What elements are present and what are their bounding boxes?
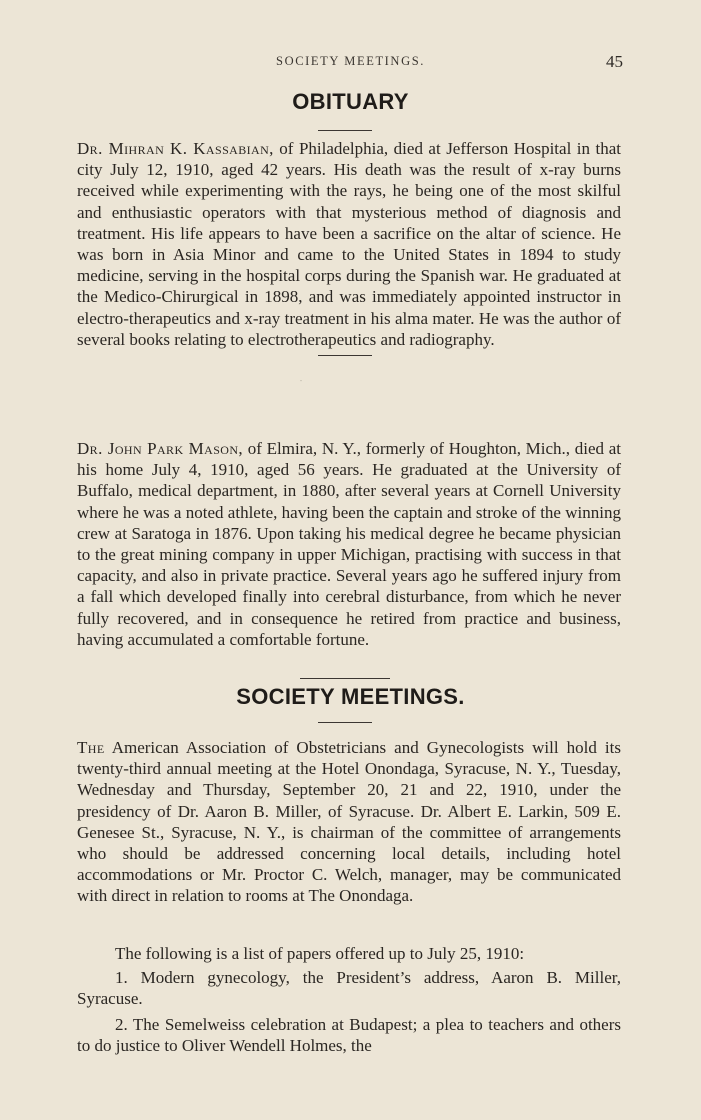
rule-under-society-meetings [318,722,372,723]
running-head: SOCIETY MEETINGS. [276,54,425,68]
obituary-heading: OBITUARY [292,89,409,114]
rule-under-obituary [318,130,372,131]
paper-item: 2. The Semelweiss celebration at Budapest; a plea to teachers and others to do justice to Oliver Wendell Holmes, the [77,1015,621,1056]
deceased-name: Dr. John Park Mason, [77,439,244,458]
papers-list-intro: The following is a list of papers offered up to July 25, 1910: [115,944,525,963]
page-number: 45 [606,52,623,71]
announcement-text: American Association of Obstetricians and Gynecologists will hold its twenty-third annual meeting at the Hotel Onondaga, Syracuse, N. Y., Tuesday, Wednesday and Thursday, September 20, 21 and 22, 1910, under the presidency of Dr. Aaron B. Miller, of Syracuse. Dr. Albert E. Larkin, 509 E. Genesee St., Syracuse, N. Y., is chairman of the committee of arrangements who should be addressed concerning local details, including hotel accommodations or Mr. Proctor C. Welch, manager, may be communicated with direct in relation to rooms at The Onondaga. [77,738,621,906]
society-meetings-heading: SOCIETY MEETINGS. [236,684,465,709]
lead-word: The [77,738,105,757]
paper-item: 1. Modern gynecology, the President’s address, Aaron B. Miller, Syracuse. [77,968,621,1009]
rule-above-society-meetings [300,678,390,679]
obituary-text: of Elmira, N. Y., formerly of Houghton, Mich., died at his home July 4, 1910, aged 56 years. He graduated at the University of Buffalo, medical department, in 1880, after several years at Cornell University where he was a noted athlete, having been the captain and stroke of the winning crew at Saratoga in 1876. Upon taking his medical degree he became physician to the great mining company in upper Michigan, practising with success in that capacity, and also in private practice. Several years ago he suffered injury from a fall which developed finally into cerebral disturbance, from which he never fully recovered, and in consequence he retired from practice and business, having accumulated a comfortable fortune. [77,439,621,649]
deceased-name: Dr. Mihran K. Kassabian, [77,139,274,158]
rule-between-obituaries [318,355,372,356]
obituary-text: of Philadelphia, died at Jefferson Hospital in that city July 12, 1910, aged 42 years. His death was the result of x-ray burns received while experimenting with the rays, he being one of the most skilful and enthusiastic operators with that mysterious method of diagnosis and treatment. His life appears to have been a sacrifice on the altar of science. He was born in Asia Minor and came to the United States in 1894 to study medicine, serving in the hospital corps during the Spanish war. He graduated at the Medico-Chirurgical in 1898, and was immediately appointed instructor in electro-therapeutics and x-ray treatment in his alma mater. He was the author of several books relating to electrotherapeutics and radiography. [77,139,621,349]
meeting-announcement [77,737,621,907]
obituary-entry-mason [77,438,621,650]
obituary-entry-kassabian [77,138,621,350]
